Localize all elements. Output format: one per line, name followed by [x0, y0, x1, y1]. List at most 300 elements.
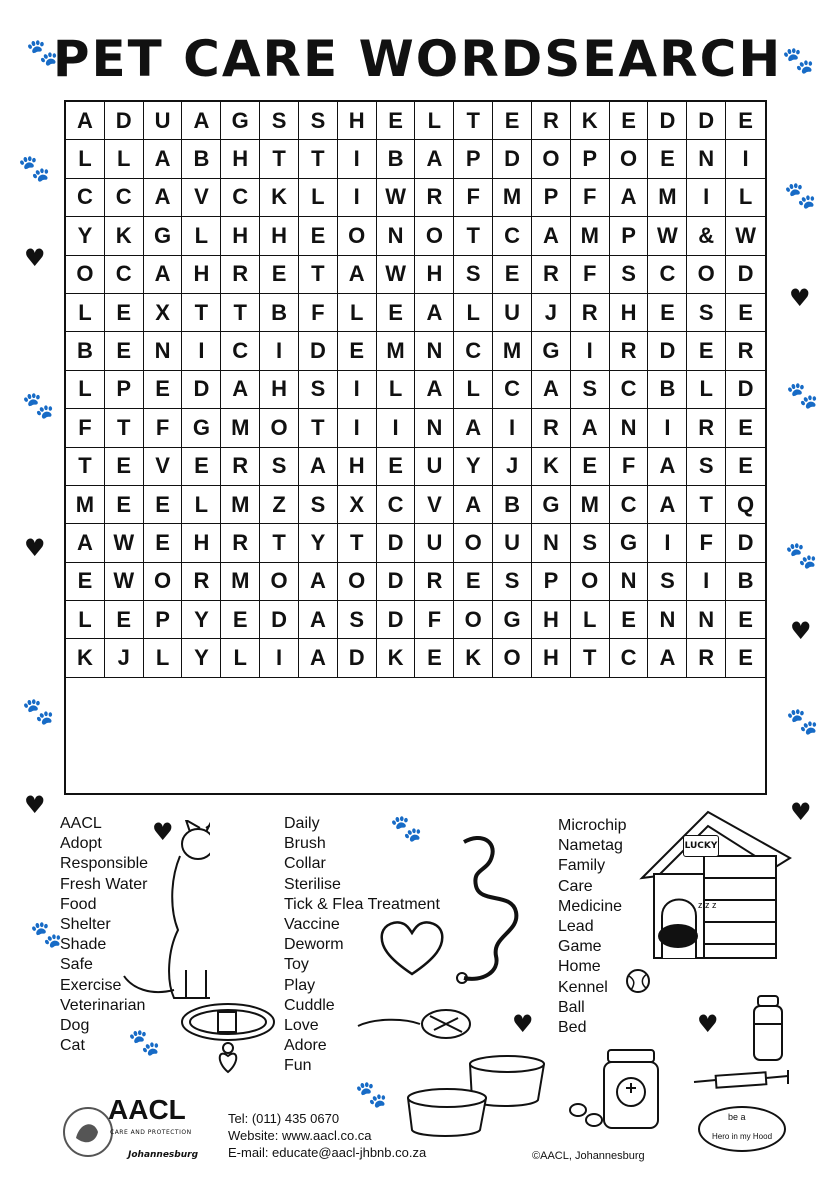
grid-cell[interactable]: G [493, 601, 532, 639]
grid-cell[interactable]: R [610, 332, 649, 370]
grid-cell[interactable]: O [532, 140, 571, 178]
grid-cell[interactable]: E [610, 102, 649, 140]
grid-cell[interactable]: U [415, 524, 454, 562]
grid-cell[interactable]: T [687, 486, 726, 524]
grid-cell[interactable]: A [66, 524, 105, 562]
grid-cell[interactable]: O [454, 524, 493, 562]
grid-cell[interactable]: R [532, 256, 571, 294]
grid-cell[interactable]: P [571, 140, 610, 178]
word-list-column-3 [558, 816, 626, 1038]
grid-cell[interactable]: M [221, 486, 260, 524]
grid-cell[interactable]: A [221, 371, 260, 409]
grid-cell[interactable]: E [648, 294, 687, 332]
grid-cell[interactable]: P [532, 563, 571, 601]
grid-cell[interactable]: F [454, 179, 493, 217]
pet-bowls-icon [404, 1050, 554, 1140]
grid-cell[interactable]: S [648, 563, 687, 601]
grid-cell[interactable]: L [454, 294, 493, 332]
grid-cell[interactable]: T [260, 524, 299, 562]
paw-icon: 🐾 [784, 181, 817, 211]
grid-cell[interactable]: E [726, 102, 765, 140]
grid-cell[interactable]: C [648, 256, 687, 294]
grid-cell[interactable]: S [299, 371, 338, 409]
grid-cell[interactable]: O [454, 601, 493, 639]
grid-cell[interactable]: W [648, 217, 687, 255]
grid-cell[interactable]: O [610, 140, 649, 178]
grid-cell[interactable]: R [726, 332, 765, 370]
grid-cell[interactable]: K [377, 639, 416, 677]
grid-cell[interactable]: F [571, 179, 610, 217]
grid-cell[interactable]: N [687, 140, 726, 178]
grid-cell[interactable]: R [221, 256, 260, 294]
grid-cell[interactable]: R [221, 524, 260, 562]
grid-cell[interactable]: D [687, 102, 726, 140]
grid-cell[interactable]: T [454, 217, 493, 255]
grid-cell[interactable]: K [532, 448, 571, 486]
grid-cell[interactable]: R [687, 639, 726, 677]
grid-cell[interactable]: V [144, 448, 183, 486]
grid-cell[interactable]: L [105, 140, 144, 178]
grid-cell[interactable]: N [687, 601, 726, 639]
grid-cell[interactable]: E [221, 601, 260, 639]
grid-cell[interactable]: G [532, 332, 571, 370]
grid-cell[interactable]: M [571, 217, 610, 255]
grid-cell[interactable]: A [66, 102, 105, 140]
grid-cell[interactable]: Y [299, 524, 338, 562]
grid-cell[interactable]: A [648, 448, 687, 486]
word-list-item: Cuddle [284, 996, 335, 1014]
grid-cell[interactable]: I [260, 332, 299, 370]
grid-cell[interactable]: O [338, 217, 377, 255]
grid-cell[interactable]: H [260, 371, 299, 409]
grid-cell[interactable]: V [182, 179, 221, 217]
grid-cell[interactable]: A [648, 486, 687, 524]
grid-cell[interactable]: Y [66, 217, 105, 255]
grid-cell[interactable]: E [144, 371, 183, 409]
grid-cell[interactable]: M [648, 179, 687, 217]
grid-cell[interactable]: U [144, 102, 183, 140]
grid-cell[interactable]: B [377, 140, 416, 178]
grid-cell[interactable]: I [726, 140, 765, 178]
grid-cell[interactable]: E [105, 448, 144, 486]
grid-cell[interactable]: M [221, 409, 260, 447]
vaccine-vial-icon [748, 994, 788, 1064]
grid-cell[interactable]: R [221, 448, 260, 486]
grid-cell[interactable]: T [454, 102, 493, 140]
grid-cell[interactable]: O [493, 639, 532, 677]
grid-cell[interactable]: Z [260, 486, 299, 524]
grid-cell[interactable]: O [687, 256, 726, 294]
grid-cell[interactable]: K [454, 639, 493, 677]
grid-cell[interactable]: O [260, 409, 299, 447]
grid-cell[interactable]: T [299, 409, 338, 447]
grid-cell[interactable]: E [105, 601, 144, 639]
grid-cell[interactable]: R [415, 179, 454, 217]
grid-cell[interactable]: F [415, 601, 454, 639]
grid-cell[interactable]: D [105, 102, 144, 140]
grid-cell[interactable]: P [532, 179, 571, 217]
grid-cell[interactable]: H [338, 102, 377, 140]
grid-cell[interactable]: L [182, 486, 221, 524]
grid-cell[interactable]: E [144, 486, 183, 524]
grid-cell[interactable]: E [726, 448, 765, 486]
grid-cell[interactable]: T [221, 294, 260, 332]
grid-cell[interactable]: B [648, 371, 687, 409]
grid-cell[interactable]: E [687, 332, 726, 370]
grid-cell[interactable]: E [493, 102, 532, 140]
grid-cell[interactable]: A [299, 563, 338, 601]
grid-cell[interactable]: C [377, 486, 416, 524]
grid-cell[interactable]: R [415, 563, 454, 601]
grid-cell[interactable]: E [338, 332, 377, 370]
grid-cell[interactable]: F [610, 448, 649, 486]
grid-cell[interactable]: Q [726, 486, 765, 524]
grid-cell[interactable]: C [493, 371, 532, 409]
grid-cell[interactable]: G [182, 409, 221, 447]
word-list-item: Tick & Flea Treatment [284, 895, 440, 913]
grid-cell[interactable]: E [726, 409, 765, 447]
grid-cell[interactable]: I [571, 332, 610, 370]
word-list-item: Fun [284, 1057, 312, 1075]
grid-cell[interactable]: H [532, 601, 571, 639]
grid-cell[interactable]: D [377, 563, 416, 601]
grid-cell[interactable]: S [493, 563, 532, 601]
grid-cell[interactable]: J [532, 294, 571, 332]
grid-cell[interactable]: T [260, 140, 299, 178]
grid-cell[interactable]: V [415, 486, 454, 524]
grid-cell[interactable]: O [338, 563, 377, 601]
grid-cell[interactable]: E [377, 448, 416, 486]
grid-cell[interactable]: T [299, 256, 338, 294]
grid-cell[interactable]: N [610, 563, 649, 601]
grid-cell[interactable]: B [66, 332, 105, 370]
grid-cell[interactable]: E [415, 639, 454, 677]
grid-cell[interactable]: A [532, 217, 571, 255]
grid-cell[interactable]: C [221, 332, 260, 370]
grid-cell[interactable]: C [105, 256, 144, 294]
grid-cell[interactable]: A [338, 256, 377, 294]
grid-cell[interactable]: L [66, 294, 105, 332]
grid-cell[interactable]: N [532, 524, 571, 562]
hero-badge-line1: be a [728, 1112, 746, 1122]
grid-cell[interactable]: P [454, 140, 493, 178]
grid-cell[interactable]: S [610, 256, 649, 294]
grid-cell[interactable]: U [415, 448, 454, 486]
grid-cell[interactable]: E [105, 294, 144, 332]
grid-cell[interactable]: A [415, 371, 454, 409]
grid-cell[interactable]: I [648, 409, 687, 447]
grid-cell[interactable]: D [338, 639, 377, 677]
grid-cell[interactable]: L [299, 179, 338, 217]
grid-cell[interactable]: J [105, 639, 144, 677]
grid-cell[interactable]: L [221, 639, 260, 677]
word-list-item: Shelter [60, 916, 111, 934]
grid-cell[interactable]: E [260, 256, 299, 294]
grid-cell[interactable]: Y [182, 639, 221, 677]
grid-cell[interactable]: A [532, 371, 571, 409]
grid-cell[interactable]: D [493, 140, 532, 178]
grid-cell[interactable]: R [571, 294, 610, 332]
grid-cell[interactable]: L [454, 371, 493, 409]
grid-cell[interactable]: H [182, 256, 221, 294]
grid-cell[interactable]: F [687, 524, 726, 562]
grid-cell[interactable]: L [726, 179, 765, 217]
grid-cell[interactable]: D [648, 102, 687, 140]
grid-cell[interactable]: R [532, 102, 571, 140]
grid-cell[interactable]: I [687, 179, 726, 217]
grid-cell[interactable]: T [299, 140, 338, 178]
grid-cell[interactable]: A [415, 294, 454, 332]
grid-cell[interactable]: N [415, 409, 454, 447]
grid-cell[interactable]: N [144, 332, 183, 370]
grid-cell[interactable]: M [221, 563, 260, 601]
grid-cell[interactable]: E [648, 140, 687, 178]
grid-cell[interactable]: C [610, 639, 649, 677]
grid-cell[interactable]: K [105, 217, 144, 255]
grid-cell[interactable]: I [338, 409, 377, 447]
word-list-item: Lead [558, 918, 594, 936]
grid-cell[interactable]: W [105, 524, 144, 562]
grid-cell[interactable]: W [105, 563, 144, 601]
grid-cell[interactable]: T [571, 639, 610, 677]
grid-cell[interactable]: U [493, 294, 532, 332]
grid-cell[interactable]: S [571, 524, 610, 562]
grid-cell[interactable]: I [338, 140, 377, 178]
grid-cell[interactable]: K [260, 179, 299, 217]
grid-cell[interactable]: C [221, 179, 260, 217]
grid-cell[interactable]: D [182, 371, 221, 409]
grid-cell[interactable]: E [377, 102, 416, 140]
grid-cell[interactable]: I [648, 524, 687, 562]
grid-cell[interactable]: E [66, 563, 105, 601]
grid-cell[interactable]: Y [182, 601, 221, 639]
grid-cell[interactable]: B [493, 486, 532, 524]
grid-cell[interactable]: D [377, 601, 416, 639]
grid-cell[interactable]: S [299, 486, 338, 524]
grid-cell[interactable]: S [260, 102, 299, 140]
grid-cell[interactable]: B [260, 294, 299, 332]
grid-cell[interactable]: O [571, 563, 610, 601]
grid-cell[interactable]: A [571, 409, 610, 447]
grid-cell[interactable]: A [610, 179, 649, 217]
contact-email[interactable]: E-mail: educate@aacl-jhbnb.co.za [228, 1145, 427, 1160]
grid-cell[interactable]: G [144, 217, 183, 255]
word-list-item: Kennel [558, 978, 608, 996]
word-list-item: Adopt [60, 835, 102, 853]
grid-cell[interactable]: I [377, 409, 416, 447]
grid-cell[interactable]: R [687, 409, 726, 447]
word-list-item: Shade [60, 936, 107, 954]
grid-cell[interactable]: P [144, 601, 183, 639]
grid-cell[interactable]: A [648, 639, 687, 677]
grid-cell[interactable]: S [454, 256, 493, 294]
grid-cell[interactable]: G [610, 524, 649, 562]
grid-cell[interactable]: E [377, 294, 416, 332]
contact-website[interactable]: Website: www.aacl.co.ca [228, 1128, 372, 1143]
grid-cell[interactable]: E [299, 217, 338, 255]
grid-cell[interactable]: L [338, 294, 377, 332]
grid-cell[interactable]: D [299, 332, 338, 370]
grid-cell[interactable]: L [182, 217, 221, 255]
grid-cell[interactable]: E [726, 601, 765, 639]
grid-cell[interactable]: & [687, 217, 726, 255]
grid-cell[interactable]: H [415, 256, 454, 294]
word-list-item: Food [60, 895, 97, 913]
grid-cell[interactable]: C [610, 371, 649, 409]
grid-cell[interactable]: W [377, 179, 416, 217]
grid-cell[interactable]: K [571, 102, 610, 140]
grid-cell[interactable]: H [610, 294, 649, 332]
grid-cell[interactable]: A [415, 140, 454, 178]
word-list-item: Cat [60, 1037, 85, 1055]
medicine-jar-icon [600, 1048, 664, 1132]
grid-cell[interactable]: F [66, 409, 105, 447]
grid-cell[interactable]: C [493, 217, 532, 255]
grid-cell[interactable]: N [648, 601, 687, 639]
grid-cell[interactable]: S [260, 448, 299, 486]
grid-cell[interactable]: L [571, 601, 610, 639]
grid-cell[interactable]: N [377, 217, 416, 255]
grid-cell[interactable]: W [726, 217, 765, 255]
grid-cell[interactable]: T [66, 448, 105, 486]
paw-icon: 🐾 [786, 381, 819, 411]
grid-cell[interactable]: U [493, 524, 532, 562]
word-list-item: Safe [60, 956, 93, 974]
paw-icon: 🐾 [128, 1028, 161, 1058]
grid-cell[interactable]: E [493, 256, 532, 294]
grid-cell[interactable]: D [726, 371, 765, 409]
grid-cell[interactable]: L [377, 371, 416, 409]
grid-cell[interactable]: X [338, 486, 377, 524]
grid-cell[interactable]: C [610, 486, 649, 524]
grid-cell[interactable]: A [299, 639, 338, 677]
heart-icon: ♥ [790, 798, 812, 826]
copyright: ©AACL, Johannesburg [532, 1150, 645, 1162]
word-list-item: Bed [558, 1019, 587, 1037]
grid-cell[interactable]: H [532, 639, 571, 677]
grid-cell[interactable]: P [610, 217, 649, 255]
grid-cell[interactable]: E [105, 332, 144, 370]
grid-cell[interactable]: L [66, 140, 105, 178]
grid-cell[interactable]: F [299, 294, 338, 332]
grid-cell[interactable]: D [648, 332, 687, 370]
grid-cell[interactable]: W [377, 256, 416, 294]
grid-cell[interactable]: M [66, 486, 105, 524]
grid-cell[interactable]: I [687, 563, 726, 601]
grid-cell[interactable]: J [493, 448, 532, 486]
grid-cell[interactable]: H [338, 448, 377, 486]
grid-cell[interactable]: G [532, 486, 571, 524]
grid-cell[interactable]: B [726, 563, 765, 601]
grid-cell[interactable]: Y [454, 448, 493, 486]
grid-cell[interactable]: I [493, 409, 532, 447]
grid-cell[interactable]: S [687, 294, 726, 332]
grid-cell[interactable]: S [299, 102, 338, 140]
pills-icon [568, 1100, 608, 1130]
grid-cell[interactable]: E [571, 448, 610, 486]
grid-cell[interactable]: A [454, 409, 493, 447]
grid-cell[interactable]: H [221, 140, 260, 178]
grid-cell[interactable]: D [377, 524, 416, 562]
grid-cell[interactable]: M [377, 332, 416, 370]
grid-cell[interactable]: A [299, 601, 338, 639]
grid-cell[interactable]: E [726, 294, 765, 332]
grid-cell[interactable]: I [182, 332, 221, 370]
word-list-item: Sterilise [284, 875, 341, 893]
grid-cell[interactable]: M [493, 179, 532, 217]
grid-cell[interactable]: T [338, 524, 377, 562]
grid-cell[interactable]: L [144, 639, 183, 677]
grid-cell[interactable]: K [66, 639, 105, 677]
grid-cell[interactable]: E [105, 486, 144, 524]
grid-cell[interactable]: A [299, 448, 338, 486]
grid-cell[interactable]: I [338, 179, 377, 217]
grid-cell[interactable]: I [338, 371, 377, 409]
grid-cell[interactable]: D [260, 601, 299, 639]
grid-cell[interactable]: S [338, 601, 377, 639]
grid-cell[interactable]: E [182, 448, 221, 486]
grid-cell[interactable]: A [454, 486, 493, 524]
grid-cell[interactable]: O [144, 563, 183, 601]
grid-cell[interactable]: F [144, 409, 183, 447]
grid-cell[interactable]: O [415, 217, 454, 255]
grid-cell[interactable]: T [105, 409, 144, 447]
grid-cell[interactable]: E [144, 524, 183, 562]
grid-cell[interactable]: G [221, 102, 260, 140]
grid-cell[interactable]: L [687, 371, 726, 409]
word-list-item: Family [558, 857, 606, 875]
grid-cell[interactable]: F [571, 256, 610, 294]
grid-cell[interactable]: O [66, 256, 105, 294]
grid-cell[interactable]: I [260, 639, 299, 677]
grid-cell[interactable]: R [182, 563, 221, 601]
word-list-item: Game [558, 938, 602, 956]
grid-cell[interactable]: C [66, 179, 105, 217]
grid-cell[interactable]: L [415, 102, 454, 140]
grid-cell[interactable]: T [182, 294, 221, 332]
grid-cell[interactable]: B [182, 140, 221, 178]
grid-cell[interactable]: S [571, 371, 610, 409]
grid-cell[interactable]: C [454, 332, 493, 370]
grid-cell[interactable]: D [726, 524, 765, 562]
grid-cell[interactable]: E [726, 639, 765, 677]
grid-cell[interactable]: P [105, 371, 144, 409]
grid-cell[interactable]: C [105, 179, 144, 217]
grid-cell[interactable]: D [726, 256, 765, 294]
grid-cell[interactable]: A [182, 102, 221, 140]
grid-cell[interactable]: M [493, 332, 532, 370]
grid-cell[interactable]: M [571, 486, 610, 524]
grid-cell[interactable]: N [610, 409, 649, 447]
grid-cell[interactable]: L [66, 601, 105, 639]
grid-cell[interactable]: A [144, 179, 183, 217]
grid-cell[interactable]: A [144, 140, 183, 178]
grid-cell[interactable]: R [532, 409, 571, 447]
hero-badge-line2: Hero in my Hood [712, 1132, 773, 1141]
grid-cell[interactable]: H [182, 524, 221, 562]
grid-cell[interactable]: A [144, 256, 183, 294]
word-list-item: Veterinarian [60, 996, 146, 1014]
grid-cell[interactable]: N [415, 332, 454, 370]
grid-cell[interactable]: E [610, 601, 649, 639]
grid-cell[interactable]: O [260, 563, 299, 601]
grid-cell[interactable]: H [221, 217, 260, 255]
grid-cell[interactable]: E [454, 563, 493, 601]
grid-cell[interactable]: L [66, 371, 105, 409]
grid-cell[interactable]: S [687, 448, 726, 486]
grid-cell[interactable]: X [144, 294, 183, 332]
grid-cell[interactable]: H [260, 217, 299, 255]
